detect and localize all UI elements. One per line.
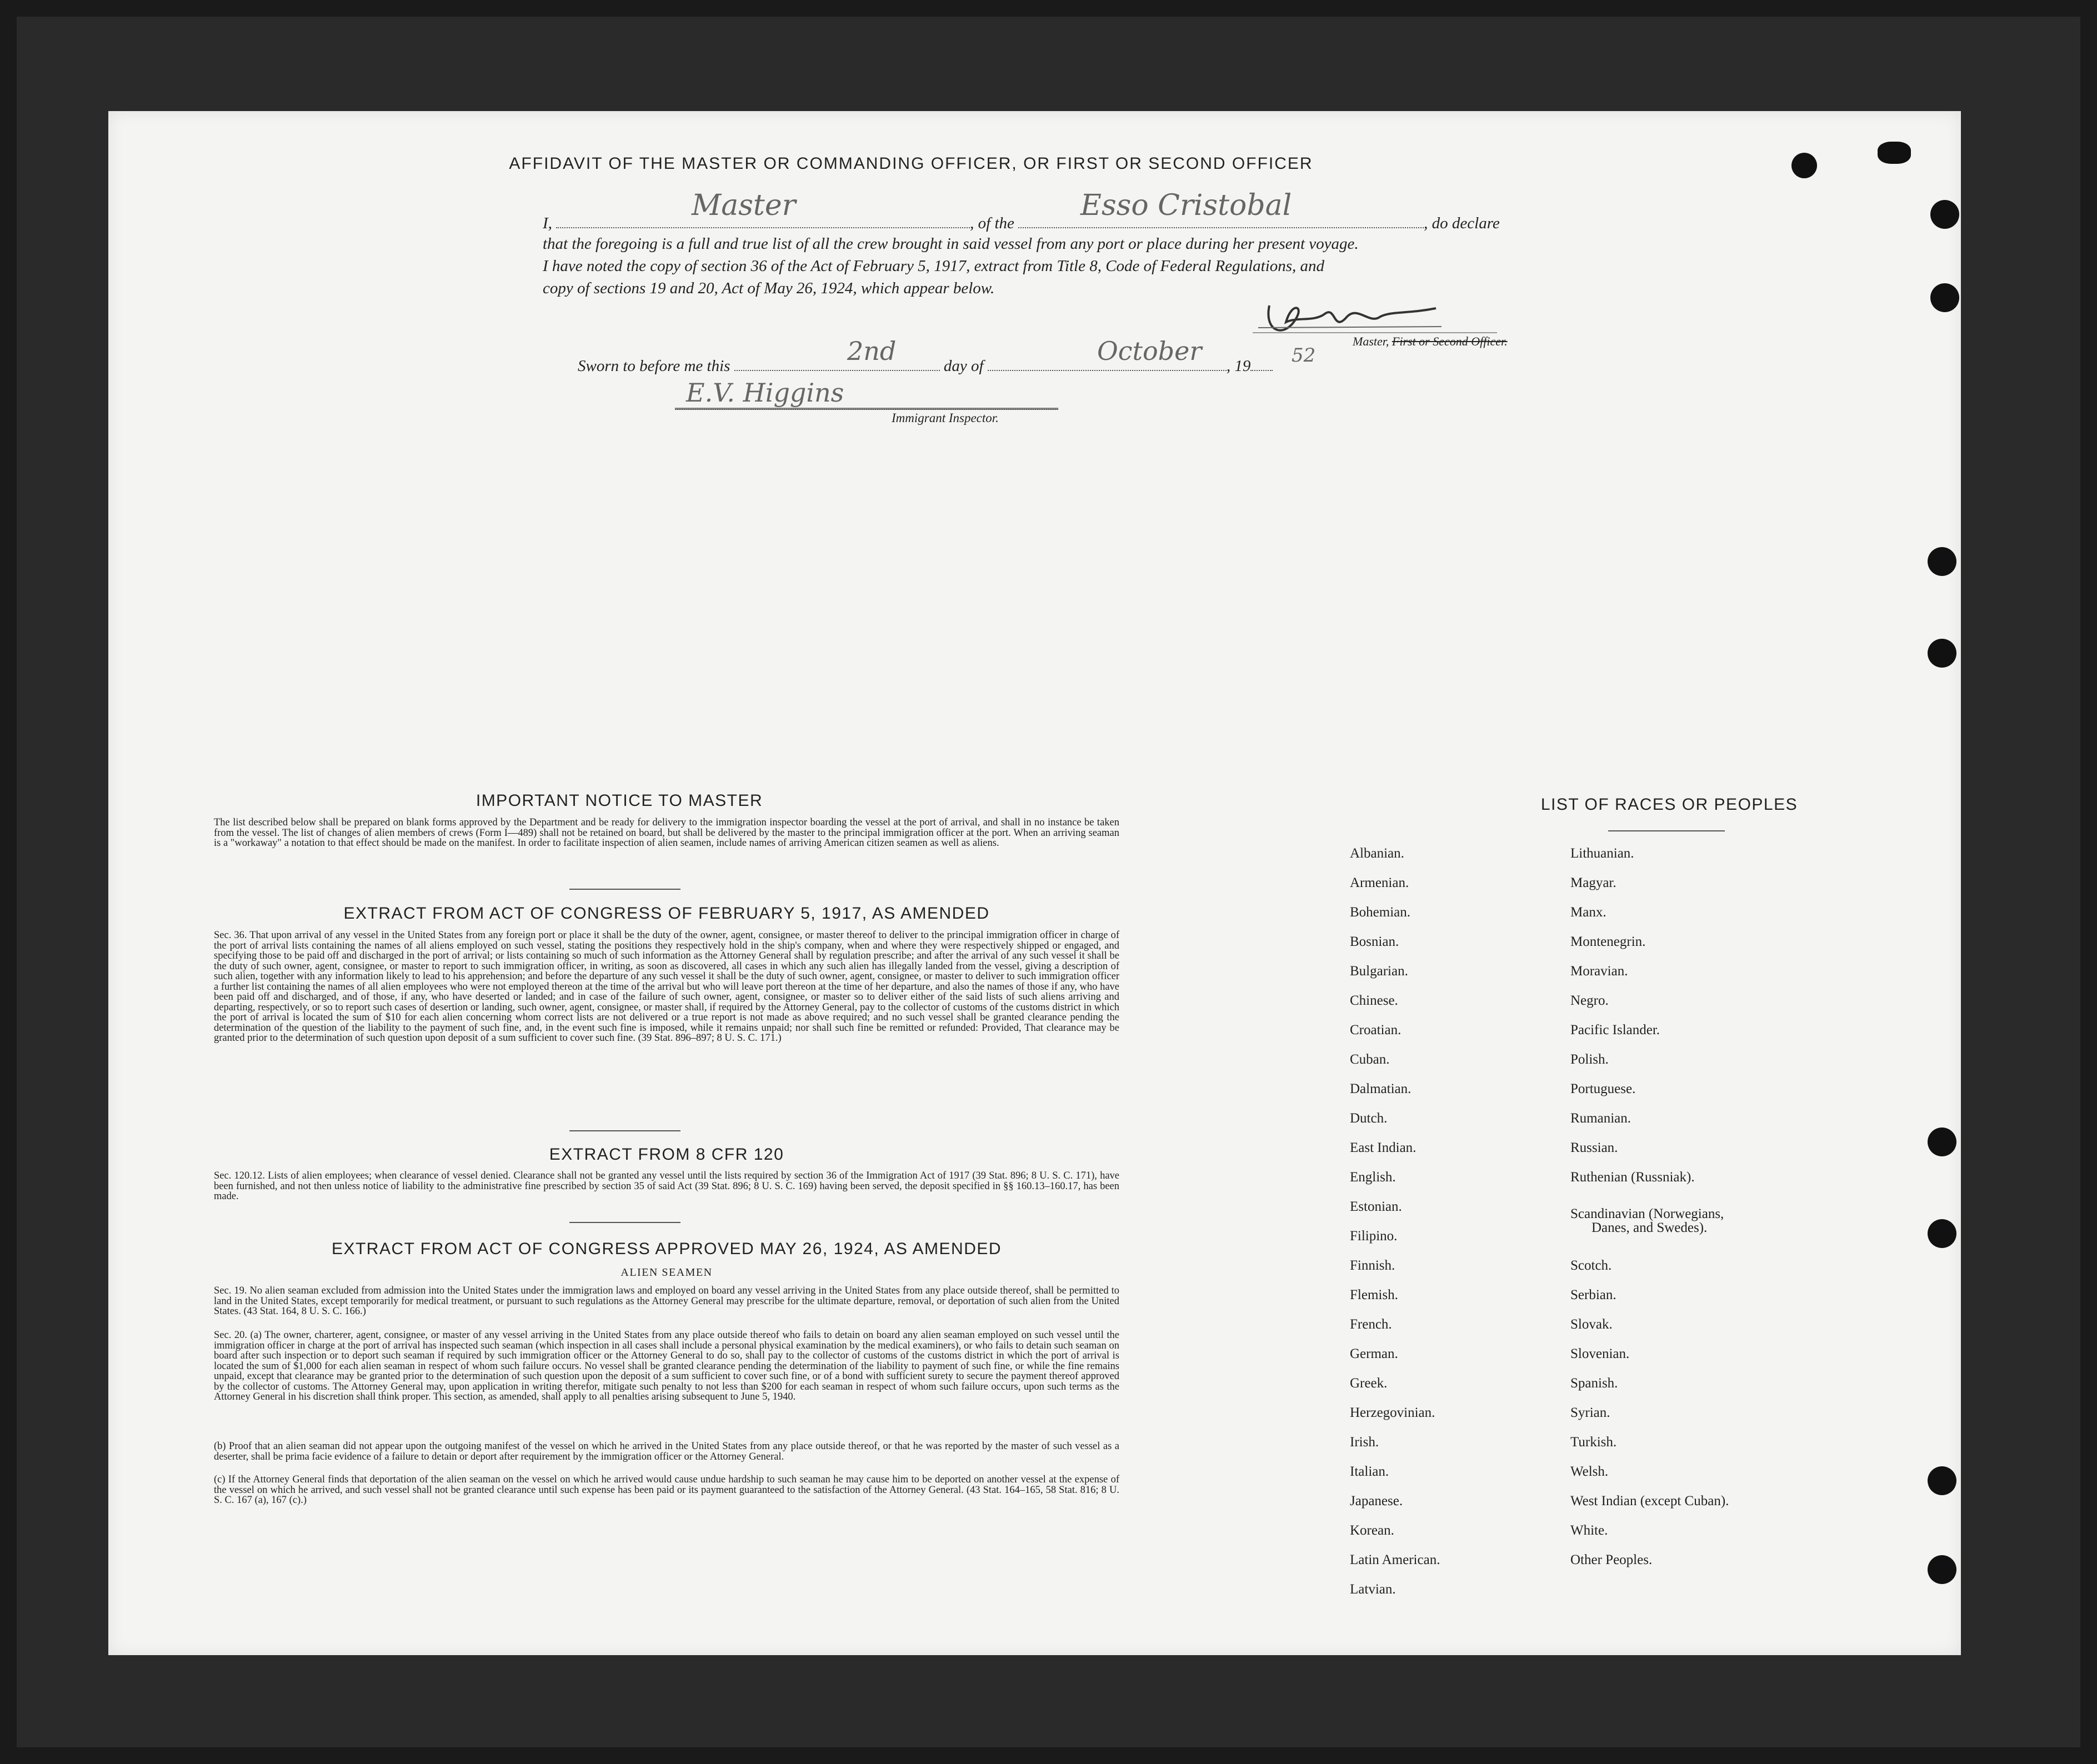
day-handwriting: 2nd <box>847 336 897 366</box>
declaration-line-4: copy of sections 19 and 20, Act of May 26, 1924, which appear below. <box>543 279 995 297</box>
punch-hole <box>1928 1219 1956 1248</box>
race-item: Magyar. <box>1570 875 1616 890</box>
sec20b-body: (b) Proof that an alien seaman did not appear upon the outgoing manifest of the vessel on which he arrived in the United States from any place outside thereof, or that he was reported by the master of such vessel as a deserter, shall be prima facie evidence of a failure to detain or deport after requirement by the immigration officer or the Attorney General. <box>214 1441 1119 1462</box>
race-item: Finnish. <box>1350 1258 1395 1273</box>
race-item: Albanian. <box>1350 846 1404 861</box>
affidavit-title: AFFIDAVIT OF THE MASTER OR COMMANDING OFFICER, OR FIRST OR SECOND OFFICER <box>509 154 1313 173</box>
sworn-label: Sworn to before me this <box>578 357 730 375</box>
year-blank <box>1250 355 1273 371</box>
race-item: Turkish. <box>1570 1435 1617 1450</box>
document-page <box>108 111 1961 1655</box>
race-item: West Indian (except Cuban). <box>1570 1494 1729 1509</box>
race-item: Danes, and Swedes). <box>1591 1220 1708 1235</box>
signature-caption <box>1353 334 1508 349</box>
extract-8cfr-body: Sec. 120.12. Lists of alien employees; when clearance of vessel denied. Clearance shall not be granted any vessel until the lists required by section 36 of the Immigration Act of 1917 (39 Stat. 896; 8 U. S. C. 171), have been furnished, and not then unless notice of liability to the administrative fine prescribed by section 35 of said Act (39 Stat. 896; 8 U. S. C. 169) having been served, the deposit specified in §§ 160.13–160.17, has been made. <box>214 1170 1119 1202</box>
punch-hole <box>1878 142 1911 164</box>
extract-8cfr-heading: EXTRACT FROM 8 CFR 120 <box>549 1145 784 1164</box>
race-item: Scotch. <box>1570 1258 1612 1273</box>
extract-1917-body: Sec. 36. That upon arrival of any vessel in the United States from any foreign port or place it shall be the duty of the owner, agent, consignee, or master thereof to deliver to the principal immigration officer in charge of the port of arrival lists containing the names of all aliens employed on such vessel, stating the positions they respectively hold in the ship's company, when and where they were respectively shipped or engaged, and specifying those to be paid off and discharged in the port of arrival; or lists containing so much of such information as the Attorney General shall by regulation prescribe; and after the arrival of any such vessel it shall be the duty of such owner, agent, consignee, or master to report to such immigration officer, in writing, as soon as discovered, all cases in which any such alien has illegally landed from the vessel, giving a description of such alien, together with any information likely to lead to his apprehension; and before the departure of any such vessel it shall be the duty of such owner, agent, consignee, or master to deliver to such immigration officer a further list containing the names of all alien employees who were not employed thereon at the time of the arrival but who will leave port thereon at the time of her departure, and also the names of those if any, who have been paid off and discharged, and of those, if any, who have deserted or landed; and in case of the failure of such owner, agent, consignee, or master so to deliver either of the said lists of such aliens arriving and departing, respectively, or so to report such cases of desertion or landing, such owner, agent, consignee, or master shall, if required by the Attorney General, pay to the collector of customs of the customs district in which the port of arrival is located the sum of $10 for each alien concerning whom correct lists are not delivered or a true report is not made as above required; and no such vessel shall be granted clearance pending the determination of the question of the liability to the payment of such fine, and, in the event such fine is imposed, while it remains unpaid; nor shall such fine be remitted or refunded: Provided, That clearance may be granted prior to the determination of such question upon deposit of a sum sufficient to cover such fine. (39 Stat. 896–897; 8 U. S. C. 171.) <box>214 930 1119 1044</box>
declaration-line-3: I have noted the copy of section 36 of the Act of February 5, 1917, extract from Title 8, Code of Federal Regulations, and <box>543 257 1325 275</box>
race-item: Filipino. <box>1350 1229 1398 1244</box>
race-item: Welsh. <box>1570 1464 1609 1479</box>
extract-1924-heading: EXTRACT FROM ACT OF CONGRESS APPROVED MAY 26, 1924, AS AMENDED <box>331 1240 1002 1258</box>
punch-hole <box>1930 283 1959 312</box>
race-item: Bohemian. <box>1350 905 1411 920</box>
race-item: Slovenian. <box>1570 1346 1630 1361</box>
month-handwriting: October <box>1097 336 1202 366</box>
races-heading: LIST OF RACES OR PEOPLES <box>1540 795 1798 814</box>
race-item: Montenegrin. <box>1570 934 1646 949</box>
race-item: Greek. <box>1350 1376 1388 1391</box>
inspector-signature: E.V. Higgins <box>686 378 844 408</box>
divider <box>569 1130 680 1131</box>
caption-master: Master, <box>1353 334 1389 348</box>
extract-1917-heading: EXTRACT FROM ACT OF CONGRESS OF FEBRUARY 5, 1917, AS AMENDED <box>343 904 990 923</box>
signature-line <box>1253 332 1497 333</box>
sec20c-body: (c) If the Attorney General finds that deportation of the alien seaman on the vessel on which he arrived would cause undue hardship to such seaman he may cause him to be deported on another vessel at the expense of the vessel on which he arrived, and such vessel shall not be granted clearance until such expense has been paid or its payment guaranteed to the satisfaction of the Attorney General. (43 Stat. 164–165, 58 Stat. 816; 8 U. S. C. 167 (a), 167 (c).) <box>214 1474 1119 1506</box>
divider <box>569 889 680 890</box>
race-item: Cuban. <box>1350 1052 1390 1067</box>
notice-body: The list described below shall be prepared on blank forms approved by the Department and be ready for delivery to the immigration inspector boarding the vessel at the port of arrival, and shall in no instance be taken from the vessel. The list of changes of alien members of crews (Form I—489) shall not be retained on board, but shall be delivered by the master to the principal immigration officer at the port. When an arriving seaman is a "workaway" a notation to that effect should be made on the manifest. In order to facilitate inspection of alien seamen, include names of arriving American citizen seamen as well as aliens. <box>214 817 1119 849</box>
race-item: Latin American. <box>1350 1552 1440 1567</box>
race-item: Flemish. <box>1350 1287 1398 1302</box>
alien-seamen-subheading: ALIEN SEAMEN <box>620 1266 713 1279</box>
punch-hole <box>1928 1127 1956 1156</box>
sec19-body: Sec. 19. No alien seaman excluded from admission into the United States under the immigration laws and employed on board any vessel arriving in the United States from any place outside thereof, shall be permitted to land in the United States, except temporarily for medical treatment, or pursuant to such regulations as the Attorney General may prescribe for the ultimate departure, removal, or deportation of such alien from the United States. (43 Stat. 164, 8 U. S. C. 166.) <box>214 1285 1119 1317</box>
i-label: I, <box>543 214 552 232</box>
race-item: Pacific Islander. <box>1570 1023 1660 1038</box>
race-item: Manx. <box>1570 905 1606 920</box>
declare-label: , do declare <box>1424 214 1500 232</box>
race-item: Dalmatian. <box>1350 1081 1412 1096</box>
race-item: Korean. <box>1350 1523 1394 1538</box>
race-item: Rumanian. <box>1570 1111 1631 1126</box>
race-item: Spanish. <box>1570 1376 1618 1391</box>
race-item: Syrian. <box>1570 1405 1610 1420</box>
race-item: Lithuanian. <box>1570 846 1634 861</box>
race-item: Other Peoples. <box>1570 1552 1653 1567</box>
vessel-handwriting: Esso Cristobal <box>1080 189 1292 222</box>
race-item: Japanese. <box>1350 1494 1403 1509</box>
year-prefix: , 19 <box>1226 357 1251 375</box>
declaration-line-2: that the foregoing is a full and true list of all the crew brought in said vessel from any port or place during her present voyage. <box>543 235 1359 253</box>
race-item: French. <box>1350 1317 1392 1332</box>
year-handwriting: 52 <box>1292 344 1316 367</box>
race-item: Russian. <box>1570 1140 1618 1155</box>
punch-hole <box>1928 1466 1956 1495</box>
punch-hole <box>1791 153 1817 178</box>
race-item: Herzegovinian. <box>1350 1405 1435 1420</box>
officer-handwriting: Master <box>692 189 796 222</box>
race-item: Irish. <box>1350 1435 1379 1450</box>
race-item: English. <box>1350 1170 1396 1185</box>
divider <box>1608 830 1725 831</box>
day-blank <box>734 355 940 371</box>
race-item: Croatian. <box>1350 1023 1402 1038</box>
race-item: Slovak. <box>1570 1317 1613 1332</box>
race-item: Moravian. <box>1570 964 1628 979</box>
race-item: German. <box>1350 1346 1398 1361</box>
of-the-label: , of the <box>970 214 1014 232</box>
race-item: Serbian. <box>1570 1287 1616 1302</box>
race-item: Portuguese. <box>1570 1081 1636 1096</box>
notice-heading: IMPORTANT NOTICE TO MASTER <box>476 791 763 810</box>
punch-hole <box>1928 639 1956 668</box>
inspector-caption: Immigrant Inspector. <box>892 411 999 425</box>
race-item: Ruthenian (Russniak). <box>1570 1170 1695 1185</box>
race-item: White. <box>1570 1523 1608 1538</box>
race-item: Italian. <box>1350 1464 1389 1479</box>
race-item: Scandinavian (Norwegians, <box>1570 1206 1724 1221</box>
punch-hole <box>1930 200 1959 229</box>
race-item: Polish. <box>1570 1052 1609 1067</box>
punch-hole <box>1928 1555 1956 1584</box>
race-item: Bosnian. <box>1350 934 1399 949</box>
race-item: Latvian. <box>1350 1582 1396 1597</box>
race-item: East Indian. <box>1350 1140 1417 1155</box>
race-item: Chinese. <box>1350 993 1398 1008</box>
divider <box>569 1222 680 1223</box>
race-item: Negro. <box>1570 993 1609 1008</box>
sec20a-body: Sec. 20. (a) The owner, charterer, agent, consignee, or master of any vessel arriving in the United States from any place outside thereof who fails to detain on board any alien seaman employed on such vessel until the immigration officer in charge at the port of arrival has inspected such seaman (which inspection in all cases shall include a personal physical examination by the medical examiners), or who fails to detain such seaman on board after such inspection or to deport such seaman if required by such immigration officer or the Attorney General to do so, shall pay to the collector of customs of the customs district in which the port of arrival is located the sum of $1,000 for each alien seaman in respect of whom such failure occurs. No vessel shall be granted clearance pending the determination of the liability to payment of such fine, or while the fine remains unpaid, except that clearance may be granted prior to the determination of such question upon the deposit of a sum sufficient to cover such fine, or of a bond with sufficient surety to secure the payment thereof approved by the collector of customs. The Attorney General may, upon application in writing therefor, mitigate such penalty to not less than $200 for each seaman in respect of whom such failure occurs, upon such terms as the Attorney General in his discretion shall think proper. This section, as amended, shall apply to all penalties arising subsequent to June 5, 1940. <box>214 1330 1119 1402</box>
race-item: Estonian. <box>1350 1199 1402 1214</box>
race-item: Armenian. <box>1350 875 1409 890</box>
race-item: Bulgarian. <box>1350 964 1408 979</box>
caption-struck: First or Second Officer. <box>1392 334 1508 348</box>
inspector-line <box>675 408 1058 410</box>
punch-hole <box>1928 547 1956 576</box>
race-item: Dutch. <box>1350 1111 1388 1126</box>
day-label: day of <box>943 357 984 375</box>
